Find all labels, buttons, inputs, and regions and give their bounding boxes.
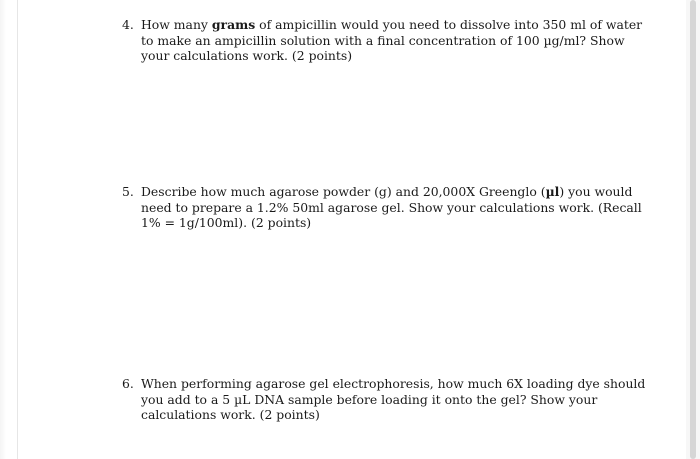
bold-text-run: µl	[545, 184, 560, 199]
scrollbar-thumb[interactable]	[690, 0, 696, 459]
question-line	[141, 376, 646, 392]
question-line	[141, 48, 596, 64]
bold-text-run: grams	[211, 17, 256, 32]
question-text	[141, 184, 642, 231]
text-run: ) you would	[559, 184, 633, 199]
question-number: 5.	[122, 184, 134, 199]
question-text	[141, 17, 643, 64]
text-run: of ampicillin would you need to dissolve into 350 ml of water	[255, 17, 643, 32]
text-run: you add to a 5 µL DNA sample before loading it onto the gel? Show your	[141, 391, 598, 407]
text-run: Describe how much agarose powder (g) and 20,000X Greenglo (	[141, 184, 546, 199]
question-line	[141, 215, 596, 231]
page-shadow	[0, 0, 6, 459]
text-run: calculations work. (2 points)	[141, 407, 320, 423]
question-number: 4.	[122, 17, 134, 32]
question-line	[141, 17, 643, 33]
question-line	[141, 184, 633, 200]
question-line	[141, 32, 625, 49]
question-text	[141, 376, 646, 423]
question-line	[141, 407, 596, 423]
question-line	[141, 392, 596, 408]
text-run: When performing agarose gel electrophoresis, how much 6X loading dye should	[141, 376, 646, 391]
text-run: need to prepare a 1.2% 50ml agarose gel. Show your calculations work. (Recall	[141, 199, 642, 215]
text-run: your calculations work. (2 points)	[141, 48, 353, 64]
text-run: How many	[141, 17, 212, 32]
vertical-scrollbar[interactable]	[686, 0, 700, 459]
question-number: 6.	[122, 376, 134, 391]
question-line	[141, 199, 642, 216]
text-run: to make an ampicillin solution with a final concentration of 100 µg/ml? Show	[141, 32, 625, 48]
text-run: 1% = 1g/100ml). (2 points)	[141, 215, 312, 231]
